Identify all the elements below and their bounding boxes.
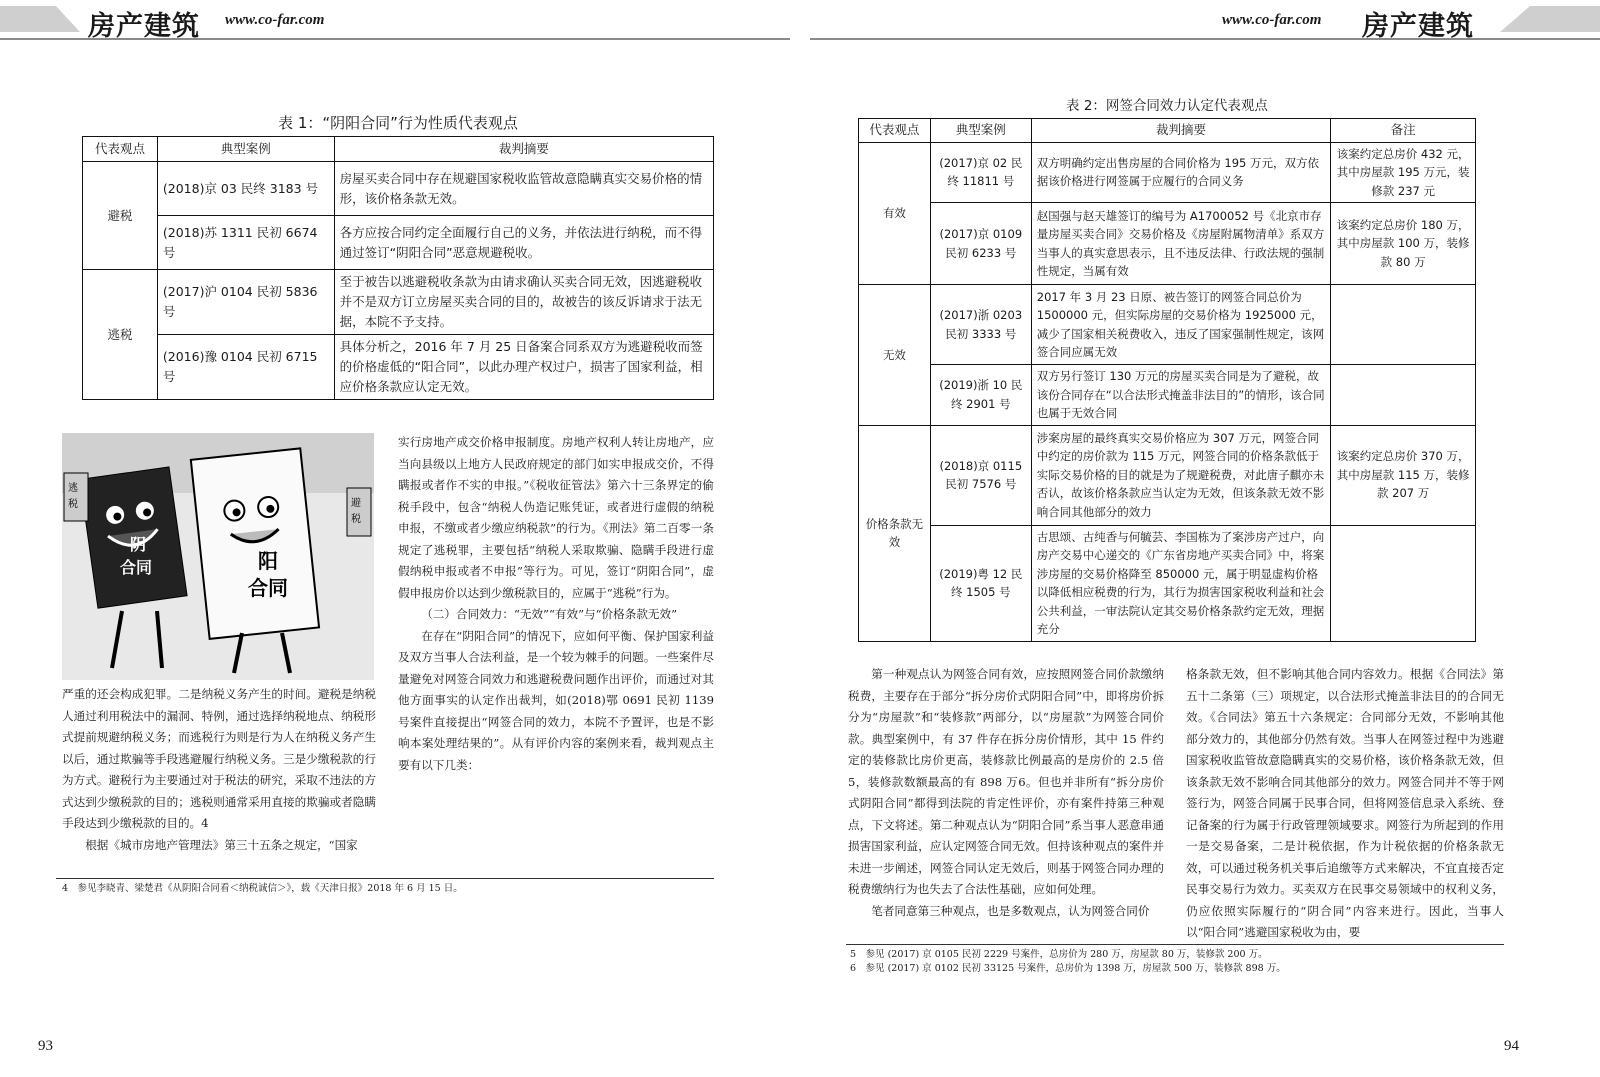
illustration-tax-tag-left-1: 逃 — [68, 483, 78, 494]
summary-cell: 房屋买卖合同中存在规避国家税收监管故意隐瞒真实交易价格的情形，该价格条款无效。 — [334, 162, 713, 216]
view-cell: 避税 — [83, 162, 158, 270]
footnote-5: 5 参见 (2017) 京 0105 民初 2229 号案件，总房价为 280 万，房屋款 80 万，装修款 200 万。 — [850, 949, 1268, 960]
illustration-yin-label-1: 阴 — [130, 535, 147, 554]
note-cell: 该案约定总房价 370 万，其中房屋款 115 万，装修款 207 万 — [1331, 425, 1476, 525]
left-body-col1 — [62, 684, 376, 856]
header-wedge-left — [0, 6, 80, 32]
view-cell: 逃税 — [83, 270, 158, 400]
case-cell: (2018)京 0115 民初 7576 号 — [930, 425, 1031, 525]
paragraph: 严重的还会构成犯罪。二是纳税义务产生的时间。避税是纳税人通过利用税法中的漏洞、特例，通过选择纳税地点、纳税形式提前规避纳税义务；而逃税行为则是行为人在纳税义务产生以后，通过欺骗等手段逃避履行纳税义务。三是少缴税款的行为方式。避税行为主要通过对于税法的研究，采取不违法的方式达到少缴税款的目的；逃税则通常采用直接的欺骗或者隐瞒手段达到少缴税款的目的。4 — [62, 687, 376, 830]
paragraph: 在存在“阴阳合同”的情况下，应如何平衡、保护国家利益及双方当事人合法利益，是一个较为棘手的问题。一些案件尽量避免对网签合同效力和逃避税费问题作出评价，而通过对其他方面事实的认定作出裁判，如(2018)鄂 0691 民初 1139 号案件直接提出“网签合同的效力，本院不予置评，也是不影响本案处理结果的”。从有评价内容的案例来看，裁判观点主要有以下几类： — [398, 628, 714, 772]
site-url-left: www.co-far.com — [225, 12, 325, 28]
left-body-col2 — [398, 432, 714, 776]
table-row — [859, 203, 1476, 285]
site-url-right: www.co-far.com — [1222, 12, 1322, 28]
table2 — [858, 118, 1476, 642]
column-header: 典型案例 — [157, 137, 334, 162]
note-cell: 该案约定总房价 180 万，其中房屋款 100 万，装修款 80 万 — [1331, 203, 1476, 285]
footnote-4: 4 参见李晓青、梁楚君《从阴阳合同看＜纳税诚信＞》，载《天津日报》2018 年 6 月 15 日。 — [62, 883, 463, 894]
view-cell: 有效 — [859, 142, 931, 285]
table1-caption: 表 1：“阴阳合同”行为性质代表观点 — [278, 114, 518, 132]
summary-cell: 双方另行签订 130 万元的房屋买卖合同是为了避税，故该份合同存在“以合法形式掩盖非法目的”的情形，该合同也属于无效合同 — [1031, 365, 1330, 426]
cartoon-illustration — [62, 433, 374, 680]
table-header-row — [83, 137, 714, 162]
table-header-row — [859, 119, 1476, 143]
illustration-yin-label-2: 合同 — [120, 558, 153, 577]
note-cell — [1331, 365, 1476, 426]
case-cell: (2017)京 02 民终 11811 号 — [930, 142, 1031, 203]
magazine-title-left: 房产建筑 — [88, 11, 200, 42]
case-cell: (2018)京 03 民终 3183 号 — [157, 162, 334, 216]
note-cell — [1331, 525, 1476, 641]
right-body-col1 — [848, 664, 1164, 922]
contract-cartoon-image — [62, 433, 374, 680]
case-cell: (2016)豫 0104 民初 6715 号 — [157, 335, 334, 400]
table-row — [859, 142, 1476, 203]
column-header: 典型案例 — [930, 119, 1031, 143]
case-cell: (2019)粤 12 民终 1505 号 — [930, 525, 1031, 641]
magazine-title-right: 房产建筑 — [1362, 11, 1474, 42]
illustration-yang-label-2: 合同 — [248, 576, 288, 600]
column-header: 备注 — [1331, 119, 1476, 143]
table-row — [859, 365, 1476, 426]
header-rule-right — [810, 38, 1600, 40]
header-wedge-right — [1500, 6, 1600, 32]
case-cell: (2017)浙 0203 民初 3333 号 — [930, 285, 1031, 365]
paragraph: 根据《城市房地产管理法》第三十五条之规定，“国家 — [85, 837, 358, 852]
note-cell — [1331, 285, 1476, 365]
table-row — [859, 425, 1476, 525]
paragraph: 实行房地产成交价格申报制度。房地产权利人转让房地产，应当向县级以上地方人民政府规定的部门如实申报成交价，不得瞒报或者作不实的申报。”《税收征管法》第六十三条界定的偷税手段中，包含“纳税人伪造记账凭证，或者进行虚假的纳税申报，不缴或者少缴应纳税款”的行为。《刑法》第二百零一条规定了逃税罪，主要包括“纳税人采取欺骗、隐瞒手段进行虚假纳税申报或者不申报”等行为。可见，签订“阴阳合同”，虚假申报房价以达到少缴税款目的，应属于“逃税”行为。 — [398, 435, 714, 600]
case-cell: (2017)京 0109 民初 6233 号 — [930, 203, 1031, 285]
view-cell: 价格条款无效 — [859, 425, 931, 641]
summary-cell: 至于被告以逃避税收条款为由请求确认买卖合同无效，因逃避税收并不是双方订立房屋买卖合同的目的，故被告的该反诉请求于法无据，本院不予支持。 — [334, 270, 713, 335]
footnote-rule-left — [56, 878, 714, 879]
paragraph: 笔者同意第三种观点，也是多数观点，认为网签合同价 — [871, 903, 1150, 918]
footnote-6: 6 参见 (2017) 京 0102 民初 33125 号案件，总房价为 1398 万，房屋款 500 万，装修款 898 万。 — [850, 963, 1286, 974]
illustration-tax-tag-right-2: 税 — [351, 514, 361, 525]
page-number-right: 94 — [1504, 1038, 1519, 1054]
summary-cell: 赵国强与赵天雄签订的编号为 A1700052 号《北京市存量房屋买卖合同》交易价格及《房屋附属物清单》系双方当事人的真实意思表示，且不违反法律、行政法规的强制性规定，当属有效 — [1031, 203, 1330, 285]
footnote-rule-right — [846, 944, 1504, 945]
summary-cell: 涉案房屋的最终真实交易价格应为 307 万元，网签合同中约定的房价款为 115 万元，网签合同的价格条款低于实际交易价格的目的就是为了规避税费，对此唐子麒亦未否认，故该价格条款应当认定为无效，但该条款无效不影响合同其他部分的效力 — [1031, 425, 1330, 525]
summary-cell: 古思颂、古纯香与何毓芸、李国栋为了案涉房产过户，向房产交易中心递交的《广东省房地产买卖合同》中，将案涉房屋的交易价格降至 850000 元，属于明显虚构价格以降低相应税费的行为，其行为损害国家税收利益和社会公共利益，一审法院认定其交易价格条款约定无效，理据充分 — [1031, 525, 1330, 641]
page-number-left: 93 — [38, 1038, 53, 1054]
case-cell: (2017)沪 0104 民初 5836 号 — [157, 270, 334, 335]
case-cell: (2019)浙 10 民终 2901 号 — [930, 365, 1031, 426]
table-row — [83, 335, 714, 400]
right-body-col2 — [1186, 664, 1504, 944]
summary-cell: 2017 年 3 月 23 日原、被告签订的网签合同总价为 1500000 元，但实际房屋的交易价格为 1925000 元，减少了国家相关税费收入，违反了国家强制性规定，该网签合同应属无效 — [1031, 285, 1330, 365]
summary-cell: 双方明确约定出售房屋的合同价格为 195 万元，双方依据该价格进行网签属于应履行的合同义务 — [1031, 142, 1330, 203]
note-cell: 该案约定总房价 432 元，其中房屋款 195 万元，装修款 237 元 — [1331, 142, 1476, 203]
table-row — [83, 216, 714, 270]
summary-cell: 具体分析之，2016 年 7 月 25 日备案合同系双方为逃避税收而签的价格虚低的“阳合同”，以此办理产权过户，损害了国家利益，相应价格条款应认定无效。 — [334, 335, 713, 400]
column-header: 裁判摘要 — [1031, 119, 1330, 143]
illustration-tax-tag-left-2: 税 — [68, 499, 78, 510]
summary-cell: 各方应按合同约定全面履行自己的义务，并依法进行纳税，而不得通过签订“阴阳合同”恶意规避税收。 — [334, 216, 713, 270]
table2-caption: 表 2：网签合同效力认定代表观点 — [1066, 98, 1268, 114]
table1 — [82, 136, 714, 400]
column-header: 代表观点 — [859, 119, 931, 143]
section-heading: （二）合同效力：“无效”“有效”与“价格条款无效” — [421, 607, 678, 621]
illustration-yang-label-1: 阳 — [258, 549, 278, 573]
view-cell: 无效 — [859, 285, 931, 426]
table-row — [859, 285, 1476, 365]
paragraph: 第一种观点认为网签合同有效，应按照网签合同价款缴纳税费，主要存在于部分“拆分房价式阴阳合同”中，即将房价拆分为“房屋款”和“装修款”两部分，以“房屋款”为网签合同价款。典型案例中，有 37 件存在拆分房价情形，其中 15 件约定的装修款比房价更高，装修款比例最高的是房价的 2.5 倍5，装修款数额最高的有 898 万6。但也并非所有“拆分房价式阴阳合同”都得到法院的肯定性评价，亦有案件持第三种观点，下文将述。第二种观点认为“阴阳合同”系当事人恶意串通损害国家利益，应认定网签合同无效。但持该种观点的案件并未进一步阐述，网签合同认定无效后，则基于网签合同办理的税费缴纳行为也失去了合法性基础，应如何处理。 — [848, 667, 1164, 896]
illustration-tax-tag-right-1: 避 — [351, 498, 361, 509]
column-header: 代表观点 — [83, 137, 158, 162]
table-row — [859, 525, 1476, 641]
table-row — [83, 270, 714, 335]
table-row — [83, 162, 714, 216]
paragraph: 格条款无效，但不影响其他合同内容效力。根据《合同法》第五十二条第（三）项规定，以合法形式掩盖非法目的的合同无效。《合同法》第五十六条规定：合同部分无效，不影响其他部分效力的，其他部分仍然有效。当事人在网签过程中为逃避国家税收监管故意隐瞒真实的交易价格，该价格条款无效，但该条款无效不影响合同其他部分的效力。网签合同并不等于网签行为，网签合同属于民事合同，但将网签信息录入系统、登记备案的行为属于行政管理领域要求。网签行为所起到的作用一是交易备案，二是计税依据，作为计税依据的价格条款无效，可以通过税务机关事后追缴等方式来解决，不宜直接否定民事交易行为效力。买卖双方在民事交易领域中的权利义务，仍应依照实际履行的“阴合同”内容来进行。因此，当事人以“阳合同”逃避国家税收为由，要 — [1186, 667, 1504, 939]
case-cell: (2018)苏 1311 民初 6674 号 — [157, 216, 334, 270]
column-header: 裁判摘要 — [334, 137, 713, 162]
